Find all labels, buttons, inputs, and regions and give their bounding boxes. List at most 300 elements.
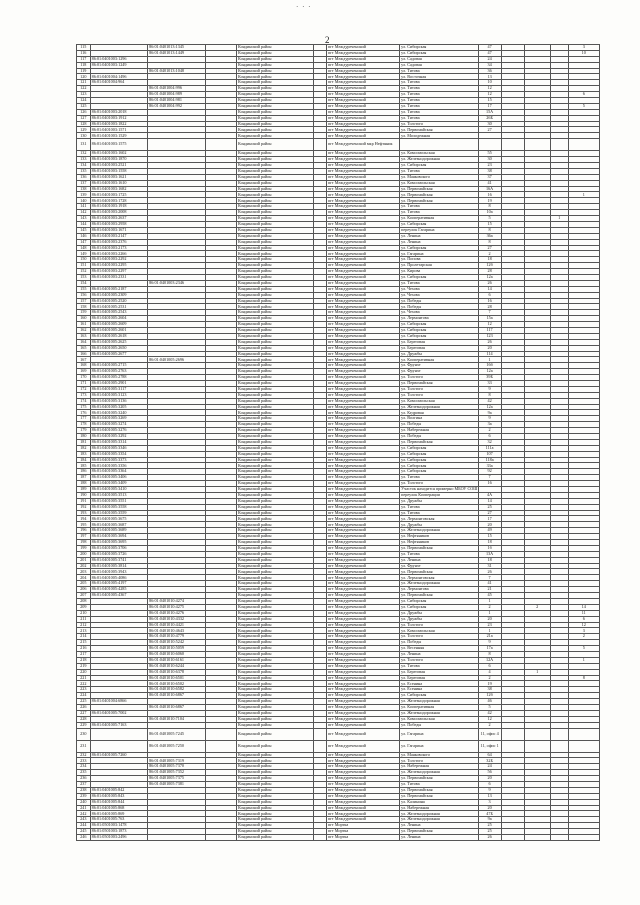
street-cell: ул. Титова [400, 103, 478, 109]
cadastral-number-land: 86:01:0401003:1912 [90, 115, 148, 121]
cadastral-number-building: 86:01:0401010:7104 [148, 716, 206, 722]
row-number: 229 [77, 722, 91, 728]
district-cell: Кондинский район [237, 398, 314, 404]
house-number-cell: 4А [478, 492, 501, 498]
district-cell: Кондинский район [237, 316, 314, 322]
street-cell: ул. Комсомольская [400, 398, 478, 404]
row-number: 242 [77, 811, 91, 817]
house-number-cell: 118а [478, 457, 501, 463]
district-cell: Кондинский район [237, 598, 314, 604]
cadastral-number-land: 86:01:0401004:1496 [90, 74, 148, 80]
house-number-cell: 13 [478, 74, 501, 80]
cadastral-number-land: 86:01:0401005:4086 [90, 575, 148, 581]
empty-cell [314, 740, 327, 752]
settlement-cell: пгт Междуреченский [326, 610, 399, 616]
street-cell: ул. Комсомольская [400, 716, 478, 722]
district-cell: Кондинский район [237, 829, 314, 835]
district-cell: Кондинский район [237, 469, 314, 475]
district-cell: Кондинский район [237, 687, 314, 693]
settlement-cell: пгт Мортка [326, 835, 399, 841]
row-number: 191 [77, 498, 91, 504]
cadastral-number-building: 86:01:0401004:996 [148, 86, 206, 92]
cadastral-number-building: 86:01:0401004:981 [148, 98, 206, 104]
cadastral-number-land: 86:01:0401005:3406 [90, 475, 148, 481]
cadastral-number-land: 86:01:0401003:2147 [90, 233, 148, 239]
row-number: 219 [77, 663, 91, 669]
cadastral-number-land: 86:01:0401005:3205 [90, 404, 148, 410]
cadastral-number-building: 86:01:0401010:6060 [148, 651, 206, 657]
settlement-cell: пгт Междуреченский [326, 540, 399, 546]
street-cell: ул. Комсомольская [400, 628, 478, 634]
street-cell: ул. Сибирская [400, 463, 478, 469]
house-number-cell: 21а [478, 634, 501, 640]
district-cell: Кондинский район [237, 174, 314, 180]
street-cell: ул. Комсомольская [400, 151, 478, 157]
row-number: 154 [77, 280, 91, 286]
row-number: 246 [77, 835, 91, 841]
district-cell: Кондинский район [237, 74, 314, 80]
house-number-cell: 18 [478, 540, 501, 546]
street-cell: ул. Победы [400, 434, 478, 440]
house-number-cell: 14 [478, 286, 501, 292]
settlement-cell: пгт Междуреченский [326, 274, 399, 280]
settlement-cell: пгт Междуреченский [326, 634, 399, 640]
row-number: 187 [77, 475, 91, 481]
cadastral-number-building: 86:01:0401004:992 [148, 103, 206, 109]
extra-cell-2 [550, 740, 568, 752]
street-cell: ул. Титова [400, 115, 478, 121]
street-cell: ул. Ленина [400, 233, 478, 239]
cadastral-number-land: 86:01:0401005:3726 [90, 551, 148, 557]
row-number: 162 [77, 327, 91, 333]
street-cell: ул. Сибирская [400, 693, 478, 699]
street-cell: ул. Калинина [400, 799, 478, 805]
house-number-cell: 26 [478, 280, 501, 286]
house-number-cell: 20 [478, 345, 501, 351]
cadastral-number-land: 86:01:0401005:3943 [90, 569, 148, 575]
settlement-cell: пгт Междуреченский [326, 710, 399, 716]
row-number: 117 [77, 56, 91, 62]
row-number: 129 [77, 127, 91, 133]
cadastral-number-land: 86:01:0401005:3274 [90, 422, 148, 428]
cadastral-number-land: 86:01:0401005:2543 [90, 310, 148, 316]
district-cell: Кондинский район [237, 835, 314, 841]
row-number: 152 [77, 269, 91, 275]
district-cell: Кондинский район [237, 269, 314, 275]
cadastral-number-building: 86:01:0401010:6244 [148, 663, 206, 669]
empty-cell [314, 728, 327, 740]
district-cell: Кондинский район [237, 793, 314, 799]
street-cell: ул. Толстого [400, 392, 478, 398]
district-cell: Кондинский район [237, 86, 314, 92]
cadastral-number-land: 86:01:0401005:2187 [90, 286, 148, 292]
row-number: 169 [77, 369, 91, 375]
row-number: 148 [77, 245, 91, 251]
house-number-cell: 8 [478, 392, 501, 398]
cadastral-number-land: 86:01:0501003:2496 [90, 835, 148, 841]
row-number: 150 [77, 257, 91, 263]
house-number-cell: 4 [478, 669, 501, 675]
cadastral-number-land: 86:01:0401005:3559 [90, 510, 148, 516]
house-number-cell: 114 [478, 351, 501, 357]
row-number: 165 [77, 345, 91, 351]
settlement-cell: пгт Междуреченский [326, 310, 399, 316]
house-number-cell: 6 [478, 434, 501, 440]
row-number: 243 [77, 817, 91, 823]
district-cell: Кондинский район [237, 56, 314, 62]
street-cell: ул. Береговая [400, 345, 478, 351]
cadastral-number-land: 86:01:0401003:2521 [90, 163, 148, 169]
settlement-cell: пгт Междуреченский [326, 534, 399, 540]
street-cell: ул. Титова [400, 92, 478, 98]
house-number-cell: 6 [478, 781, 501, 787]
settlement-cell: пгт Междуреченский [326, 498, 399, 504]
cadastral-number-building: 86:01:0401010:4779 [148, 634, 206, 640]
cadastral-number-land: 86:01:0401003:1529 [90, 133, 148, 139]
house-number-cell: 28 [478, 304, 501, 310]
street-cell: ул. Береговая [400, 669, 478, 675]
street-cell: ул. Маяковского [400, 752, 478, 758]
district-cell: Кондинский район [237, 704, 314, 710]
house-number-cell: 36 [478, 68, 501, 74]
registry-table [76, 44, 600, 841]
district-cell: Кондинский район [237, 610, 314, 616]
house-number-cell: 7 [478, 310, 501, 316]
street-cell: ул. Пролетарская [400, 263, 478, 269]
house-number-cell: 12 [478, 92, 501, 98]
house-number-cell: 32 [478, 439, 501, 445]
cadastral-number-land: 86:01:0401003:1602 [90, 151, 148, 157]
cadastral-number-land: 86:01:0401005:3354 [90, 451, 148, 457]
house-number-cell: 47Б [478, 811, 501, 817]
cadastral-number-building: 86:01:0401013:1048 [148, 68, 206, 74]
row-number: 145 [77, 227, 91, 233]
cadastral-number-building: 86:01:0401003:2346 [148, 280, 206, 286]
street-cell: ул. Сибирская [400, 163, 478, 169]
district-cell: Кондинский район [237, 716, 314, 722]
district-cell: Кондинский район [237, 646, 314, 652]
cadastral-number-building: 86:01:0401010:6582 [148, 687, 206, 693]
settlement-cell: пгт Междуреченский [326, 693, 399, 699]
cadastral-number-land: 86:01:0401005:7260 [90, 752, 148, 758]
cadastral-number-land: 86:01:0401003:1621 [90, 174, 148, 180]
settlement-cell: пгт Междуреченский [326, 316, 399, 322]
house-number-cell: 8 [478, 651, 501, 657]
street-cell: ул. Сибирская [400, 327, 478, 333]
settlement-cell: пгт Междуреченский [326, 192, 399, 198]
settlement-cell: пгт Междуреченский [326, 180, 399, 186]
house-number-cell: 12 [478, 86, 501, 92]
row-number: 131 [77, 139, 91, 151]
district-cell: Кондинский район [237, 227, 314, 233]
district-cell: Кондинский район [237, 439, 314, 445]
cadastral-number-land: 86:01:0401005:844 [90, 799, 148, 805]
settlement-cell: пгт Междуреченский [326, 351, 399, 357]
extra-cell-3: 3 [568, 45, 599, 51]
street-cell: ул. Победы [400, 422, 478, 428]
street-cell: ул. Железнодорожная [400, 528, 478, 534]
cadastral-number-building: 86:01:0401010:6501 [148, 675, 206, 681]
settlement-cell: пгт Междуреченский [326, 528, 399, 534]
street-cell: ул. Набережная [400, 764, 478, 770]
cadastral-number-land: 86:01:0401005:3814 [90, 563, 148, 569]
district-cell: Кондинский район [237, 410, 314, 416]
district-cell: Кондинский район [237, 593, 314, 599]
district-cell: Кондинский район [237, 569, 314, 575]
settlement-cell: пгт Междуреченский [326, 451, 399, 457]
street-cell: ул. Ленина [400, 651, 478, 657]
house-number-cell: 20 [478, 805, 501, 811]
row-number: 178 [77, 422, 91, 428]
street-cell: переулок Гагарина [400, 227, 478, 233]
row-number: 223 [77, 687, 91, 693]
cadastral-number-building: 86:01:0401010:6867 [148, 693, 206, 699]
district-cell: Кондинский район [237, 463, 314, 469]
district-cell: Кондинский район [237, 651, 314, 657]
settlement-cell: пгт Междуреченский [326, 569, 399, 575]
house-number-cell: 36а [478, 233, 501, 239]
cadastral-number-building: 86:01:0401013:1345 [148, 45, 206, 51]
cadastral-number-land: 86:01:0401005:3276 [90, 428, 148, 434]
row-number: 132 [77, 151, 91, 157]
house-number-cell: 8 [478, 227, 501, 233]
cadastral-number-land: 86:01:0401005:3123 [90, 392, 148, 398]
street-cell: ул. Первомайская [400, 593, 478, 599]
empty-cell [501, 740, 524, 752]
row-number: 149 [77, 251, 91, 257]
district-cell: Кондинский район [237, 770, 314, 776]
cadastral-number-land: 86:01:0401005:843 [90, 793, 148, 799]
street-cell: ул. Лермонтова [400, 587, 478, 593]
row-number: 185 [77, 463, 91, 469]
district-cell: Кондинский район [237, 681, 314, 687]
street-cell: ул. Первомайская [400, 127, 478, 133]
district-cell: Кондинский район [237, 392, 314, 398]
settlement-cell: пгт Междуреченский [326, 174, 399, 180]
district-cell: Кондинский район [237, 604, 314, 610]
settlement-cell: пгт Междуреченский [326, 740, 399, 752]
settlement-cell: пгт Междуреченский [326, 357, 399, 363]
cadastral-number-building: 86:01:0401005:7375 [148, 776, 206, 782]
settlement-cell: пгт Мортка [326, 829, 399, 835]
district-cell: Кондинский район [237, 722, 314, 728]
row-number: 195 [77, 522, 91, 528]
district-cell: Кондинский район [237, 280, 314, 286]
row-number: 172 [77, 386, 91, 392]
house-number-cell: 5 [478, 704, 501, 710]
settlement-cell: пгт Междуреченский [326, 722, 399, 728]
district-cell: Кондинский район [237, 121, 314, 127]
house-number-cell: 47 [478, 45, 501, 51]
table-row [77, 728, 600, 740]
cadastral-number-land: 86:01:0401005:3269 [90, 416, 148, 422]
street-cell: ул. Титова [400, 204, 478, 210]
street-cell: ул. Первомайская [400, 380, 478, 386]
street-cell: ул. Первомайская [400, 192, 478, 198]
settlement-cell: пгт Междуреченский [326, 492, 399, 498]
district-cell: Кондинский район [237, 180, 314, 186]
row-number: 230 [77, 728, 91, 740]
district-cell: Кондинский район [237, 545, 314, 551]
house-number-cell: 38 [478, 687, 501, 693]
extra-cell-2 [550, 835, 568, 841]
street-cell: ул. Титова [400, 663, 478, 669]
street-cell: ул. Сибирская [400, 451, 478, 457]
cadastral-number-building: 86:01:0401010:5242 [148, 640, 206, 646]
row-number: 208 [77, 598, 91, 604]
cadastral-number-land: 86:01:0401003:2266 [90, 251, 148, 257]
extra-cell-3 [568, 835, 599, 841]
street-cell: ул. Первомайская [400, 198, 478, 204]
row-number: 135 [77, 168, 91, 174]
cadastral-number-land: 86:01:0401003:1571 [90, 127, 148, 133]
district-cell: Кондинский район [237, 516, 314, 522]
settlement-cell: пгт Междуреченский [326, 563, 399, 569]
house-number-cell: 64 [478, 752, 501, 758]
row-number: 180 [77, 434, 91, 440]
house-number-cell: 17 [478, 103, 501, 109]
cadastral-number-building [148, 835, 206, 841]
cadastral-number-building: 86:01:0401005:7381 [148, 781, 206, 787]
street-cell: ул. Нефтяников [400, 534, 478, 540]
street-cell: ул. Лермонтовская [400, 516, 478, 522]
district-cell: Кондинский район [237, 540, 314, 546]
cadastral-number-building: 86:01:0401005:7250 [148, 740, 206, 752]
street-cell: ул. Толстого [400, 121, 478, 127]
house-number-cell: 1 [478, 357, 501, 363]
row-number: 175 [77, 404, 91, 410]
district-cell: Кондинский район [237, 481, 314, 487]
district-cell: Кондинский район [237, 693, 314, 699]
house-number-cell: 7 [478, 475, 501, 481]
district-cell: Кондинский район [237, 534, 314, 540]
house-number-cell: 21 [478, 587, 501, 593]
house-number-cell: 31 [478, 563, 501, 569]
district-cell: Кондинский район [237, 404, 314, 410]
cadastral-number-land: 86:01:0401005:2531 [90, 304, 148, 310]
district-cell: Кондинский район [237, 292, 314, 298]
row-number: 186 [77, 469, 91, 475]
settlement-cell: пгт Междуреченский [326, 298, 399, 304]
cadastral-number-land: 86:01:0401005:3314 [90, 439, 148, 445]
row-number: 174 [77, 398, 91, 404]
extra-cell-1: 1 [524, 669, 550, 675]
district-cell: Кондинский район [237, 557, 314, 563]
district-cell: Кондинский район [237, 322, 314, 328]
settlement-cell: пгт Междуреченский [326, 98, 399, 104]
district-cell: Кондинский район [237, 640, 314, 646]
row-number: 181 [77, 439, 91, 445]
settlement-cell: пгт Междуреченский [326, 56, 399, 62]
house-number-cell: 26 [478, 835, 501, 841]
settlement-cell: пгт Междуреченский [326, 345, 399, 351]
row-number: 153 [77, 274, 91, 280]
settlement-cell: пгт Междуреченский [326, 239, 399, 245]
house-number-cell: 12 [478, 716, 501, 722]
house-number-cell: 1 [478, 628, 501, 634]
settlement-cell: пгт Междуреченский [326, 327, 399, 333]
settlement-cell: пгт Междуреченский [326, 598, 399, 604]
settlement-cell: пгт Междуреченский [326, 716, 399, 722]
street-cell: ул. Толстого [400, 657, 478, 663]
row-number: 183 [77, 451, 91, 457]
house-number-cell: 9 [478, 416, 501, 422]
house-number-cell: 32Б [478, 758, 501, 764]
cadastral-number-land: 86:01:0401003:2018 [90, 109, 148, 115]
settlement-cell: пгт Междуреченский [326, 304, 399, 310]
row-number: 167 [77, 357, 91, 363]
row-number: 233 [77, 758, 91, 764]
house-number-cell: 18 [478, 557, 501, 563]
street-cell: ул. Садовая [400, 56, 478, 62]
settlement-cell: пгт Междуреченский [326, 269, 399, 275]
house-number-cell: 8 [478, 204, 501, 210]
settlement-cell: пгт Междуреченский [326, 628, 399, 634]
cadastral-number-land: 86:01:0401005:2309 [90, 292, 148, 298]
cadastral-number-land: 86:01:0401005:842 [90, 787, 148, 793]
street-cell: ул. Сибирская [400, 50, 478, 56]
extra-cell-3: 1 [568, 192, 599, 198]
cadastral-number-building: 86:01:0401010:4275 [148, 604, 206, 610]
house-number-cell: 12 [478, 322, 501, 328]
street-cell: ул. Береговая [400, 339, 478, 345]
settlement-cell: пгт Междуреченский [326, 80, 399, 86]
district-cell: Кондинский район [237, 109, 314, 115]
table-row [77, 835, 600, 841]
district-cell: Кондинский район [237, 139, 314, 151]
row-number: 226 [77, 704, 91, 710]
settlement-cell: пгт Междуреченский [326, 86, 399, 92]
house-number-cell: 8 [478, 239, 501, 245]
row-number: 170 [77, 375, 91, 381]
cadastral-number-land: 86:01:0401005:3513 [90, 492, 148, 498]
district-cell: Кондинский район [237, 752, 314, 758]
cadastral-number-land [90, 740, 148, 752]
settlement-cell: пгт Междуреченский [326, 333, 399, 339]
row-number: 177 [77, 416, 91, 422]
settlement-cell: пгт Междуреченский [326, 604, 399, 610]
house-number-cell: 3а [478, 422, 501, 428]
district-cell: Кондинский район [237, 457, 314, 463]
empty-cell [205, 835, 236, 841]
cadastral-number-land: 86:01:0401003:1870 [90, 157, 148, 163]
street-cell: ул. Железнодорожная [400, 581, 478, 587]
street-cell: ул. Первомайская [400, 829, 478, 835]
cadastral-number-land: 86:01:0401004:964 [90, 80, 148, 86]
row-number: 196 [77, 528, 91, 534]
settlement-cell: пгт Междуреченский [326, 45, 399, 51]
cadastral-number-land: 86:01:0401005:3240 [90, 410, 148, 416]
street-cell: ул. Титова [400, 80, 478, 86]
district-cell: Кондинский район [237, 345, 314, 351]
cadastral-number-land [90, 728, 148, 740]
street-cell: ул. Титова [400, 68, 478, 74]
cadastral-number-land: 86:01:0401003:2295 [90, 263, 148, 269]
street-cell: ул. Садовая [400, 62, 478, 68]
street-cell: ул. Титова [400, 510, 478, 516]
row-number: 225 [77, 699, 91, 705]
district-cell: Кондинский район [237, 62, 314, 68]
street-cell: ул. Фрунзе [400, 363, 478, 369]
row-number: 209 [77, 604, 91, 610]
settlement-cell: пгт Междуреченский [326, 68, 399, 74]
street-cell: ул. Дружбы [400, 610, 478, 616]
settlement-cell: пгт Междуреченский [326, 516, 399, 522]
district-cell: Кондинский район [237, 351, 314, 357]
house-number-cell: 19 [478, 681, 501, 687]
settlement-cell: пгт Междуреченский [326, 764, 399, 770]
cadastral-number-land: 86:01:0401003:1822 [90, 121, 148, 127]
